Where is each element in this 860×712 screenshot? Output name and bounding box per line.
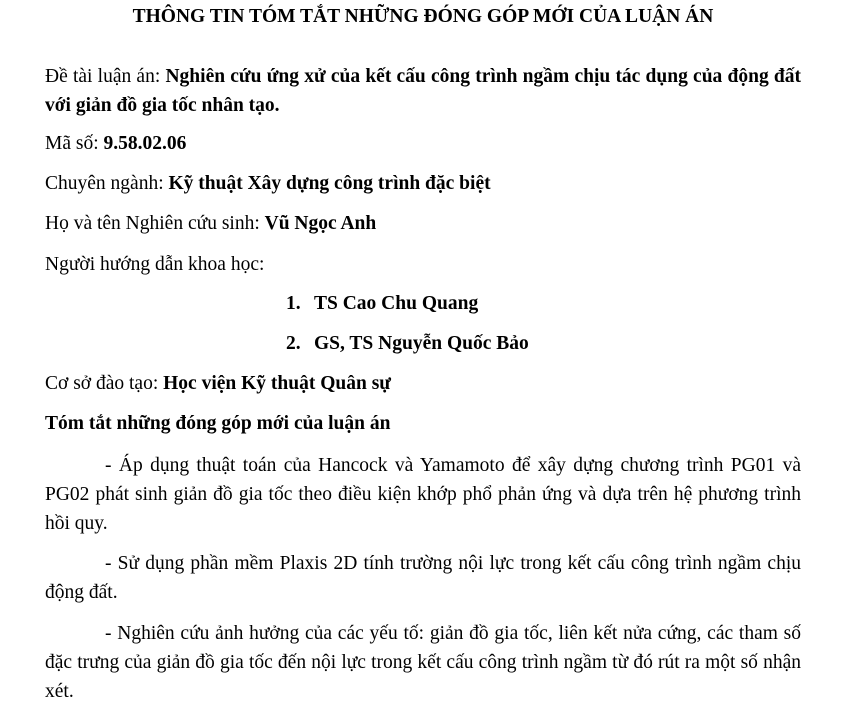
thesis-code	[45, 130, 801, 158]
thesis-topic	[45, 62, 801, 120]
thesis-major-label: Chuyên ngành:	[45, 173, 169, 194]
thesis-code-value: 9.58.02.06	[103, 133, 187, 154]
contribution-paragraph: - Nghiên cứu ảnh hưởng của các yếu tố: giản đồ gia tốc, liên kết nửa cứng, các tham số đặc trưng của giản đồ gia tốc đến nội lực trong kết cấu công trình ngầm từ đó rút ra một số nhận xét.	[45, 623, 801, 702]
contribution-paragraph: - Sử dụng phần mềm Plaxis 2D tính trường nội lực trong kết cấu công trình ngầm chịu động đất.	[45, 553, 801, 603]
thesis-topic-label: Đề tài luận án:	[45, 66, 166, 87]
advisor-number: 2.	[286, 333, 301, 354]
advisor-number: 1.	[286, 293, 301, 314]
advisor-item	[286, 330, 529, 358]
thesis-major-value: Kỹ thuật Xây dựng công trình đặc biệt	[168, 173, 491, 194]
thesis-major	[45, 170, 801, 198]
thesis-code-label: Mã số:	[45, 133, 104, 154]
document-title: THÔNG TIN TÓM TẮT NHỮNG ĐÓNG GÓP MỚI CỦA LUẬN ÁN	[132, 6, 714, 27]
student-name	[45, 210, 801, 238]
institution	[45, 370, 801, 398]
advisor-item	[286, 290, 478, 318]
institution-value: Học viện Kỹ thuật Quân sự	[163, 373, 391, 394]
advisors-label: Người hướng dẫn khoa học:	[45, 254, 265, 275]
advisor-name: TS Cao Chu Quang	[314, 293, 479, 314]
contribution-paragraph: - Áp dụng thuật toán của Hancock và Yamamoto để xây dựng chương trình PG01 và PG02 phát sinh giản đồ gia tốc theo điều kiện khớp phổ phản ứng và dựa trên hệ phương trình hồi quy.	[45, 455, 801, 534]
contributions-heading: Tóm tắt những đóng góp mới của luận án	[45, 413, 391, 434]
student-name-value: Vũ Ngọc Anh	[264, 213, 377, 234]
student-name-label: Họ và tên Nghiên cứu sinh:	[45, 213, 265, 234]
thesis-topic-value: Nghiên cứu ứng xử của kết cấu công trình ngầm chịu tác dụng của động đất với giản đồ gia tốc nhân tạo.	[45, 66, 801, 116]
institution-label: Cơ sở đào tạo:	[45, 373, 164, 394]
advisor-name: GS, TS Nguyễn Quốc Bảo	[314, 333, 529, 354]
